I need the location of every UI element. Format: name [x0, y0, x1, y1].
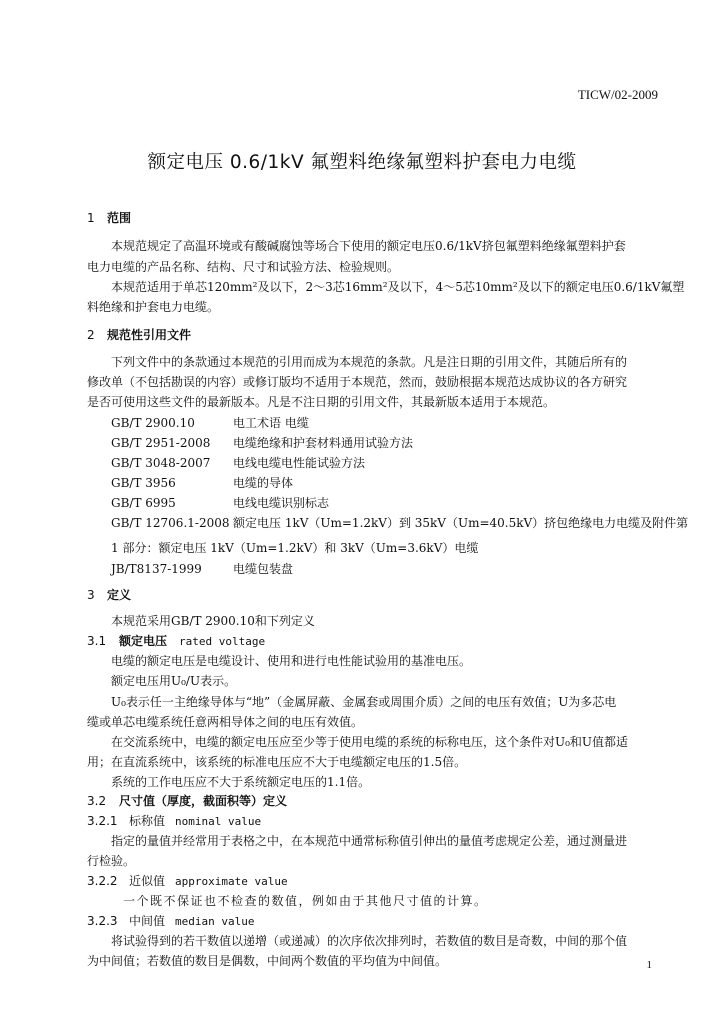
- document-title: 额定电压 0.6/1kV 氟塑料绝缘氟塑料护套电力电缆: [147, 152, 577, 173]
- paragraph-line: 本规范适用于单芯120mm²及以下，2～3芯16mm²及以下，4～5芯10mm²及以下的额定电压0.6/1kV氟塑: [111, 280, 685, 294]
- paragraph-line: 额定电压用U₀/U表示。: [111, 674, 237, 688]
- paragraph-line: 是否可使用这些文件的最新版本。凡是不注日期的引用文件，其最新版本适用于本规范。: [87, 395, 556, 409]
- reference-item: GB/T 12706.1-2008 额定电压 1kV（Um=1.2kV）到 35kV（Um=40.5kV）挤包绝缘电力电缆及附件第: [111, 516, 689, 530]
- page-number: 1: [646, 959, 652, 971]
- paragraph-line: 修改单（不包括勘误的内容）或修订版均不适用于本规范，然而，鼓励根据本规范达成协议的各方研究: [87, 375, 628, 389]
- paragraph-line: 将试验得到的若干数值以递增（或递减）的次序依次排列时，若数值的数目是奇数，中间的那个值: [111, 934, 628, 948]
- paragraph-line: 在交流系统中，电缆的额定电压应至少等于使用电缆的系统的标称电压，这个条件对U₀和U值都适: [111, 735, 629, 749]
- reference-item: GB/T 2900.10 电工术语 电缆: [111, 416, 309, 430]
- subsection-3-2-heading: 3.2 尺寸值（厚度，截面积等）定义: [87, 794, 288, 808]
- paragraph-line: 电力电缆的产品名称、结构、尺寸和试验方法、检验规则。: [87, 260, 400, 274]
- section-1-heading: 1 范围: [87, 211, 132, 225]
- subsection-3-1-heading: 3.1 额定电压 rated voltage: [87, 634, 266, 648]
- paragraph-line: 电缆的额定电压是电缆设计、使用和进行电性能试验用的基准电压。: [111, 654, 472, 668]
- reference-item: GB/T 3048-2007 电线电缆电性能试验方法: [111, 456, 366, 470]
- paragraph-line: U₀表示任一主绝缘导体与“地”（金属屏蔽、金属套或周围介质）之间的电压有效值；U为多芯电: [111, 695, 617, 709]
- reference-item: GB/T 6995 电线电缆识别标志: [111, 496, 330, 510]
- paragraph-line: 下列文件中的条款通过本规范的引用而成为本规范的条款。凡是注日期的引用文件，其随后所有的: [111, 355, 628, 369]
- reference-item: GB/T 3956 电缆的导体: [111, 476, 294, 490]
- reference-item-continuation: 1 部分：额定电压 1kV（Um=1.2kV）和 3kV（Um=3.6kV）电缆: [111, 541, 479, 555]
- paragraph-line: 一个既不保证也不检查的数值，例如由于其他尺寸值的计算。: [123, 894, 488, 908]
- paragraph-line: 本规范采用GB/T 2900.10和下列定义: [111, 614, 315, 628]
- paragraph-line: 系统的工作电压应不大于系统额定电压的1.1倍。: [111, 775, 371, 789]
- paragraph-line: 行检验。: [87, 854, 136, 868]
- reference-item: GB/T 2951-2008 电缆绝缘和护套材料通用试验方法: [111, 436, 414, 450]
- paragraph-line: 料绝缘和护套电力电缆。: [87, 300, 220, 314]
- reference-item: JB/T8137-1999 电缆包装盘: [111, 562, 294, 576]
- subsection-3-2-2-heading: 3.2.2 近似值 approximate value: [87, 874, 288, 888]
- paragraph-line: 缆或单芯电缆系统任意两相导体之间的电压有效值。: [87, 715, 364, 729]
- subsection-3-2-1-heading: 3.2.1 标称值 nominal value: [87, 814, 262, 828]
- section-2-heading: 2 规范性引用文件: [87, 328, 192, 342]
- paragraph-line: 本规范规定了高温环境或有酸碱腐蚀等场合下使用的额定电压0.6/1kV挤包氟塑料绝缘氟塑料护套: [111, 239, 626, 253]
- subsection-3-2-3-heading: 3.2.3 中间值 median value: [87, 914, 255, 928]
- paragraph-line: 用；在直流系统中，该系统的标准电压应不大于电缆额定电压的1.5倍。: [87, 755, 467, 769]
- document-code: TICW/02-2009: [577, 87, 658, 102]
- paragraph-line: 指定的量值并经常用于表格之中，在本规范中通常标称值引伸出的量值考虑规定公差，通过测量进: [111, 834, 628, 848]
- paragraph-line: 为中间值；若数值的数目是偶数，中间两个数值的平均值为中间值。: [87, 954, 448, 968]
- section-3-heading: 3 定义: [87, 588, 132, 602]
